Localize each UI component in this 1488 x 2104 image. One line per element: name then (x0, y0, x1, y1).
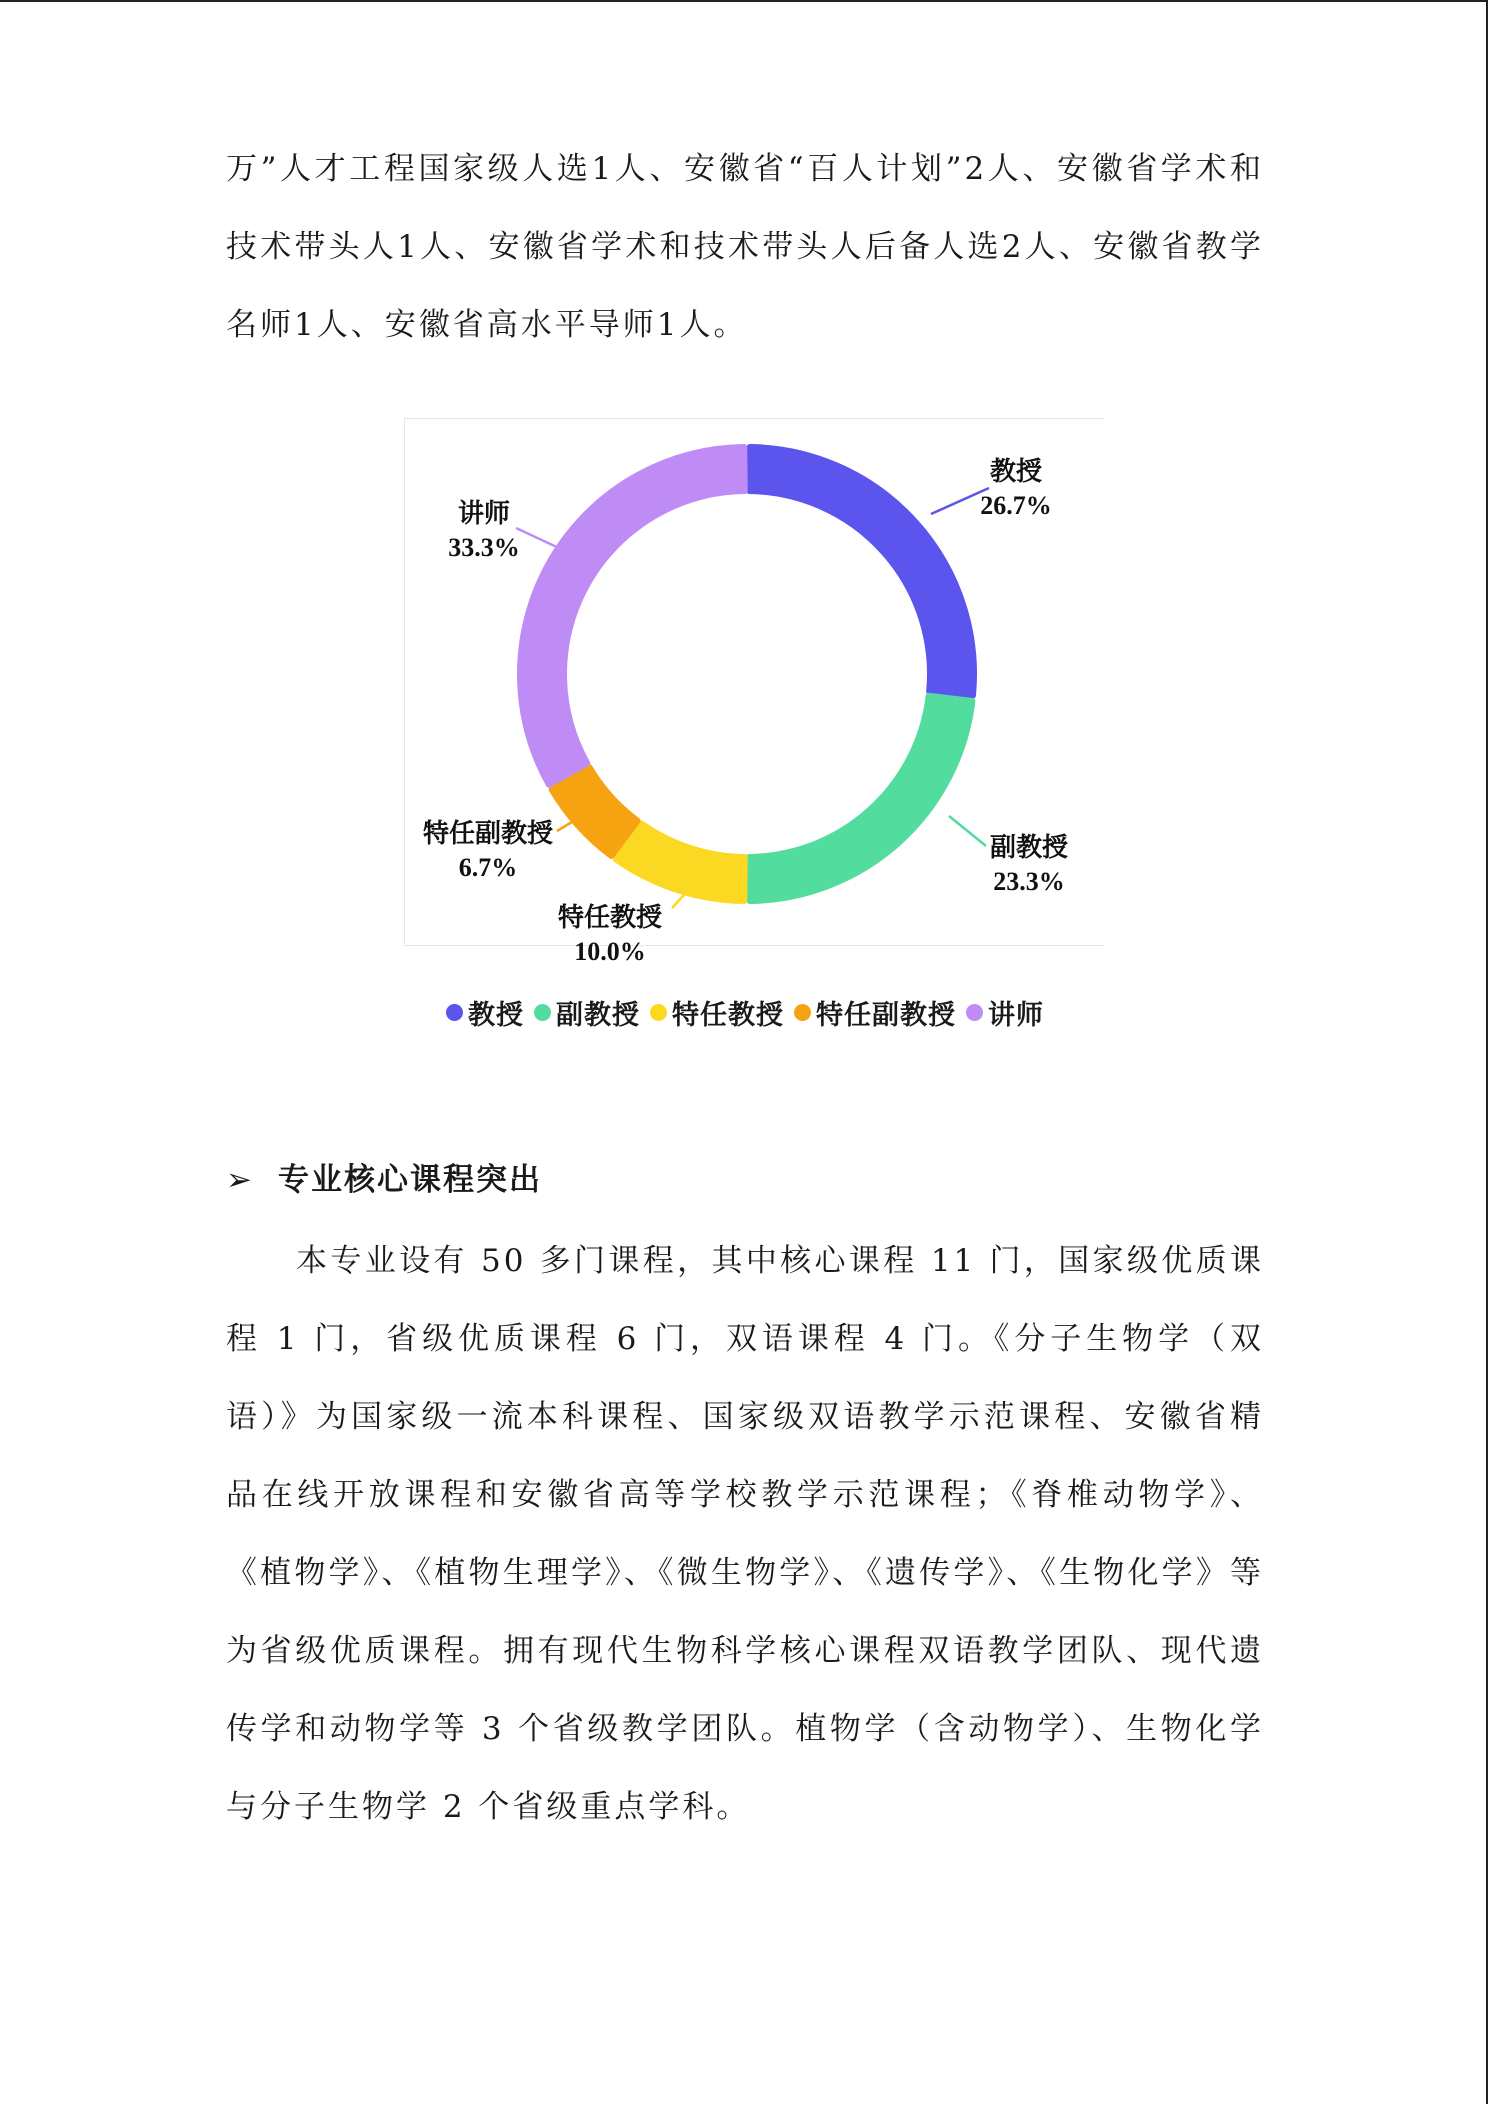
legend-label: 教授 (468, 999, 524, 1031)
slice-name-label: 副教授 (989, 833, 1069, 863)
page-border-top (0, 0, 1488, 2)
donut-slice-特任副教授 (552, 767, 638, 856)
legend-dot-icon (794, 1004, 811, 1021)
slice-value-label: 6.7% (458, 853, 518, 882)
legend-label: 特任教授 (672, 999, 784, 1031)
legend-item-特任教授 (650, 993, 784, 1032)
donut-slice-教授 (749, 447, 974, 695)
legend-label: 讲师 (988, 999, 1044, 1031)
slice-name-label: 讲师 (457, 499, 511, 529)
legend-item-教授 (446, 993, 524, 1032)
slice-name-label: 特任教授 (557, 903, 663, 933)
slice-name-label: 特任副教授 (422, 819, 554, 849)
legend-dot-icon (534, 1004, 551, 1021)
donut-slice-特任教授 (616, 823, 745, 901)
legend-dot-icon (446, 1004, 463, 1021)
section-heading-text: 专业核心课程突出 (278, 1162, 542, 1198)
legend-item-讲师 (966, 993, 1044, 1032)
paragraph-body: 本专业设有 50 多门课程，其中核心课程 11 门，国家级优质课程 1 门，省级优质课程 6 门，双语课程 4 门。《分子生物学（双语）》为国家级一流本科课程、国家级双语教学示范课程、安徽省精品在线开放课程和安徽省高等学校教学示范课程；《脊椎动物学》、《植物学》、《植物生理学》、《微生物学》、《遗传学》、《生物化学》等为省级优质课程。拥有现代生物科学核心课程双语教学团队、现代遗传学和动物学等 3 个省级教学团队。植物学（含动物学）、生物化学与分子生物学 2 个省级重点学科。 (226, 1243, 1264, 1825)
faculty-title-donut-chart (404, 418, 1106, 966)
slice-value-label: 10.0% (574, 937, 646, 966)
chart-legend (446, 990, 1054, 1034)
slice-value-label: 33.3% (448, 533, 520, 562)
legend-label: 副教授 (556, 999, 640, 1031)
leader-line-副教授 (949, 816, 986, 846)
legend-item-特任副教授 (794, 993, 956, 1032)
donut-slice-讲师 (520, 447, 745, 785)
slice-name-label: 教授 (989, 457, 1043, 487)
slice-value-label: 23.3% (993, 867, 1065, 896)
donut-chart-svg (404, 418, 1106, 966)
arrow-bullet-icon: ➢ (226, 1162, 254, 1198)
donut-slice-副教授 (749, 696, 972, 901)
paragraph-top: 万”人才工程国家级人选1人、安徽省“百人计划”2人、安徽省学术和技术带头人1人、安徽省学术和技术带头人后备人选2人、安徽省教学名师1人、安徽省高水平导师1人。 (226, 151, 1264, 343)
legend-label: 特任副教授 (816, 999, 956, 1031)
legend-dot-icon (650, 1004, 667, 1021)
section-heading (226, 1150, 542, 1210)
slice-value-label: 26.7% (980, 491, 1052, 520)
legend-item-副教授 (534, 993, 640, 1032)
legend-dot-icon (966, 1004, 983, 1021)
